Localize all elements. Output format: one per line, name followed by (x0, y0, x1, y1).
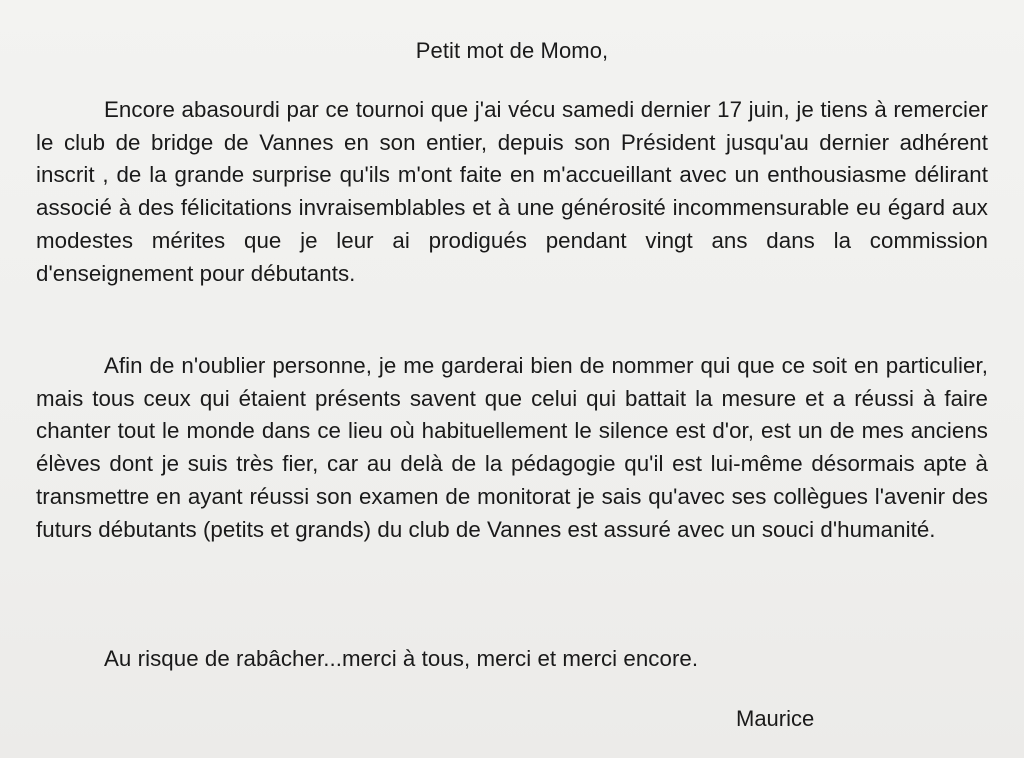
letter-title: Petit mot de Momo, (415, 38, 609, 63)
letter-signature: Maurice (736, 706, 815, 731)
letter-paragraph-2: Afin de n'oublier personne, je me garderai bien de nommer qui que ce soit en particulier, mais tous ceux qui étaient présents savent que celui qui battait la mesure et a réussi à faire chanter tout le monde dans ce lieu où habituellement le silence est d'or, est un de mes anciens élèves dont je suis très fier, car au delà de la pédagogie qu'il est lui-même désormais apte à transmettre en ayant réussi son examen de monitorat je sais qu'avec ses collègues l'avenir des futurs débutants (petits et grands) du club de Vannes est assuré avec un souci d'humanité. (36, 353, 988, 542)
letter-paragraph-3: Au risque de rabâcher...merci à tous, merci et merci encore. (104, 646, 699, 671)
letter-paragraph-1: Encore abasourdi par ce tournoi que j'ai vécu samedi dernier 17 juin, je tiens à remercier le club de bridge de Vannes en son entier, depuis son Président jusqu'au dernier adhérent inscrit , de la grande surprise qu'ils m'ont faite en m'accueillant avec un enthousiasme délirant associé à des félicitations invraisemblables et à une générosité incommensurable eu égard aux modestes mérites que je leur ai prodigués pendant vingt ans dans la commission d'enseignement pour débutants. (36, 97, 988, 286)
